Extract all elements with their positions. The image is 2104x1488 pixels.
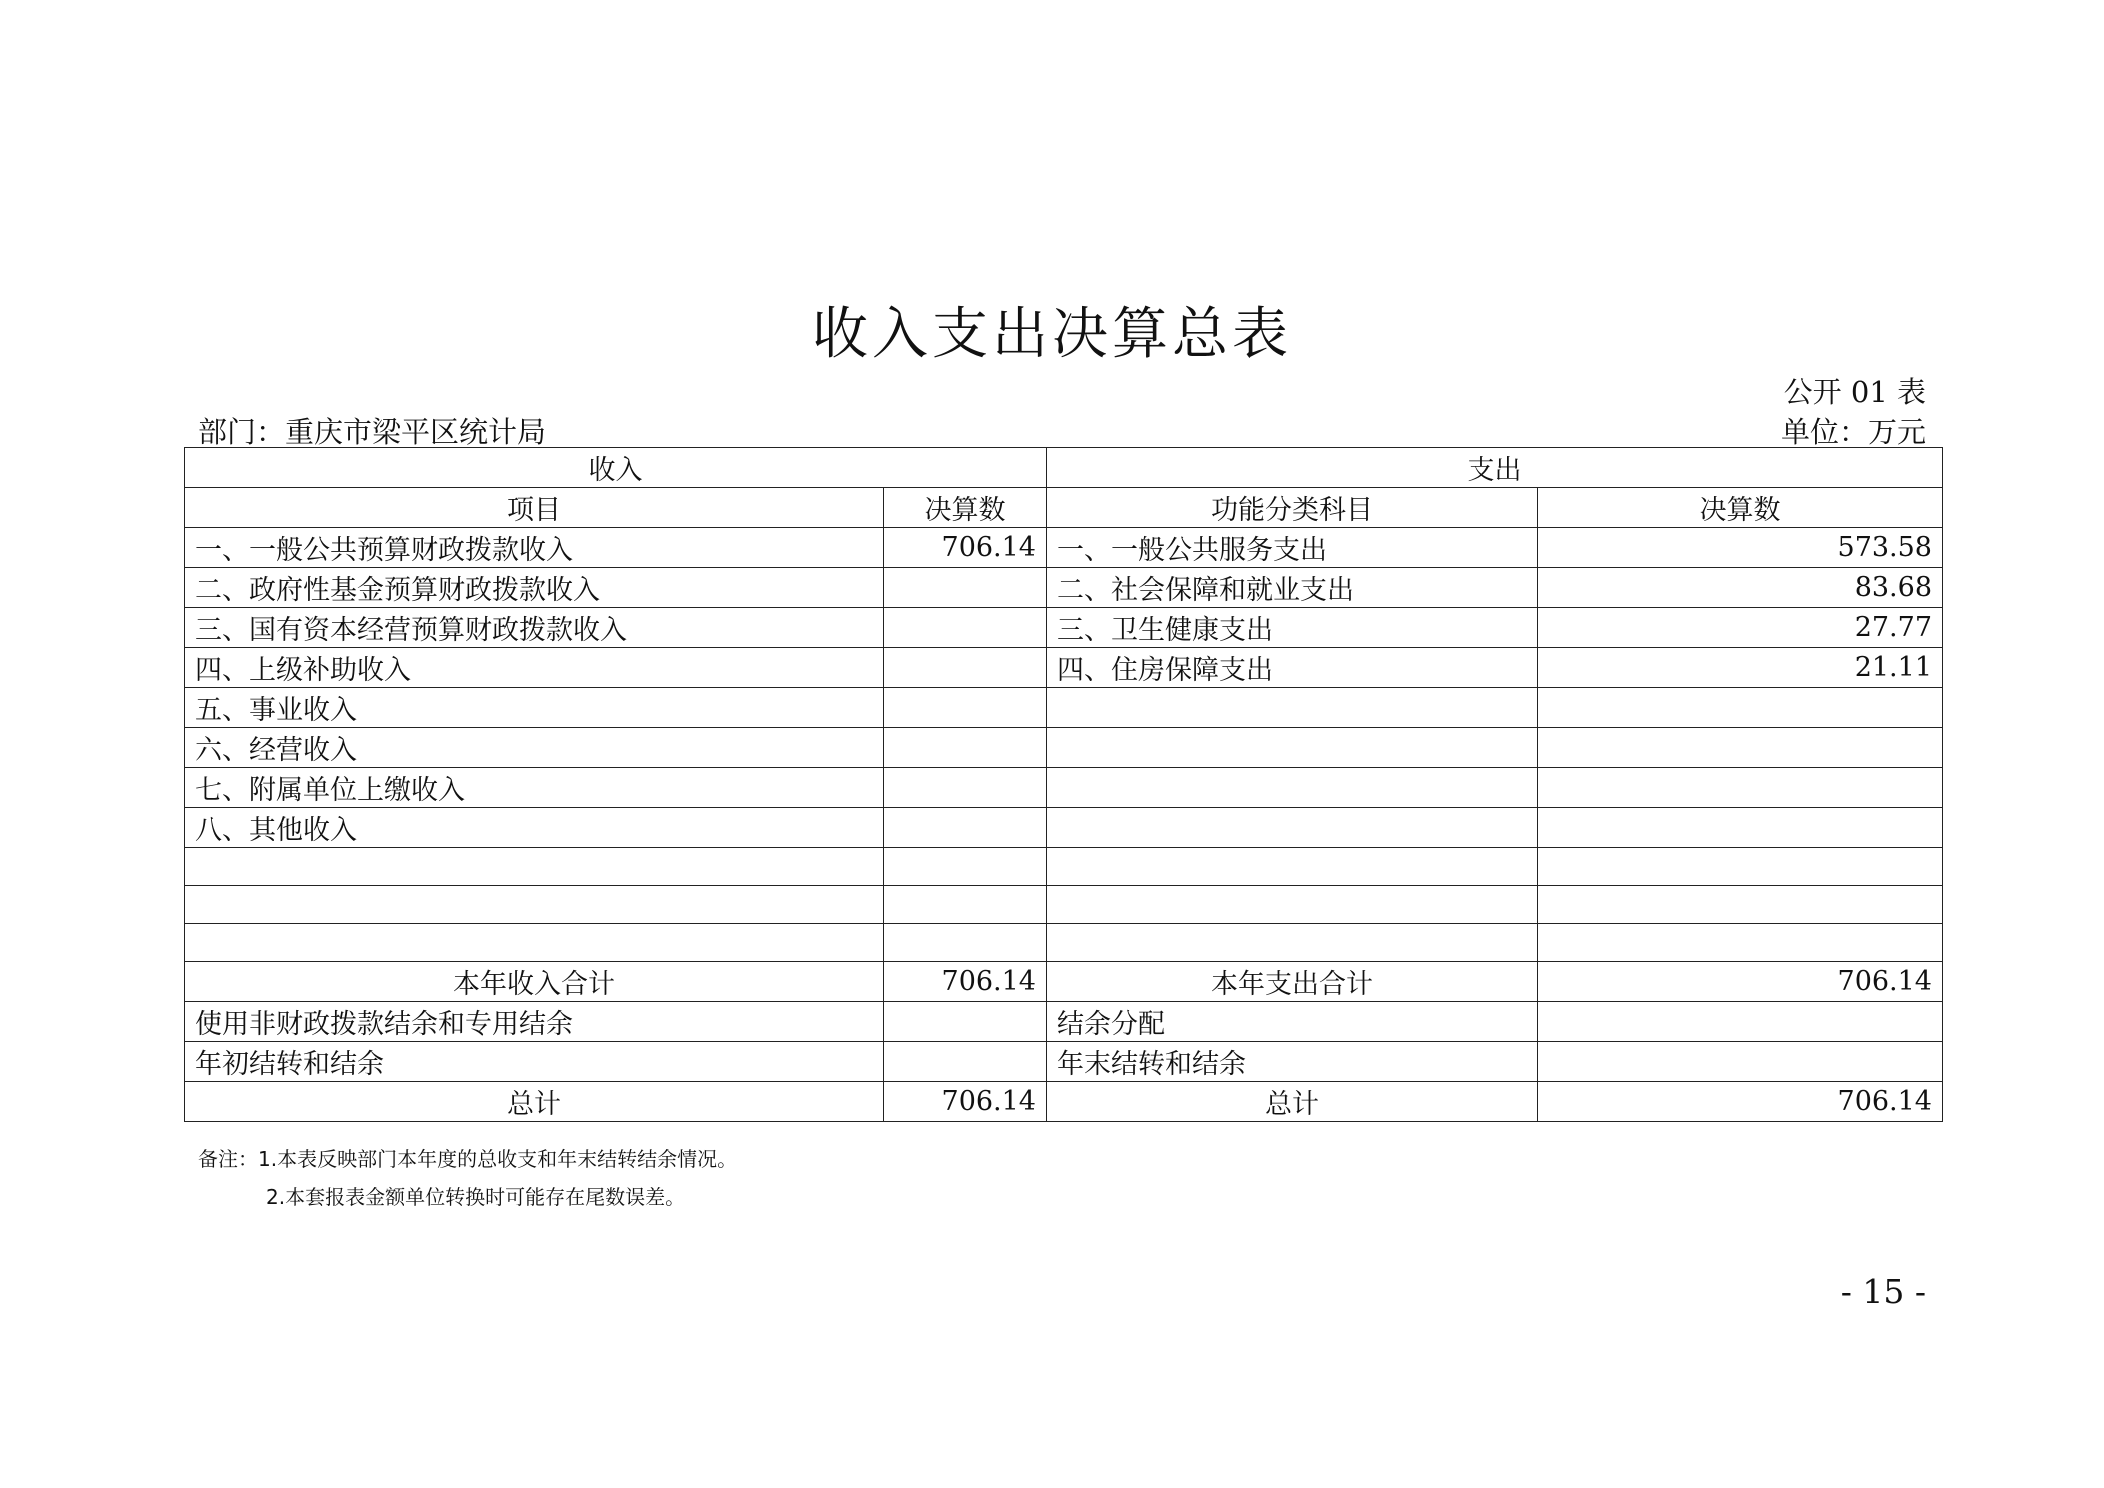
income-item: 四、上级补助收入 [185, 648, 884, 688]
table-row [185, 568, 1943, 608]
column-header-row [185, 488, 1943, 528]
expense-item [1047, 848, 1538, 886]
table-row [185, 886, 1943, 924]
income-item: 二、政府性基金预算财政拨款收入 [185, 568, 884, 608]
year-income-total: 706.14 [884, 962, 1047, 1002]
note-line-1: 备注：1.本表反映部门本年度的总收支和年末结转结余情况。 [198, 1147, 738, 1171]
notes [198, 1140, 737, 1216]
expense-item [1047, 728, 1538, 768]
col-header-amount: 决算数 [884, 488, 1047, 528]
income-item: 七、附属单位上缴收入 [185, 768, 884, 808]
expense-amount [1538, 924, 1943, 962]
income-amount [884, 608, 1047, 648]
page-title: 收入支出决算总表 [812, 302, 1292, 367]
nonfiscal-label: 使用非财政拨款结余和专用结余 [185, 1002, 884, 1042]
expense-amount: 83.68 [1538, 568, 1943, 608]
income-amount: 706.14 [884, 528, 1047, 568]
table-row [185, 608, 1943, 648]
expense-amount: 573.58 [1538, 528, 1943, 568]
income-item [185, 848, 884, 886]
page-number: - 15 - [1840, 1272, 1926, 1311]
surplus-distribution-label: 结余分配 [1047, 1002, 1538, 1042]
expense-item: 二、社会保障和就业支出 [1047, 568, 1538, 608]
income-item: 三、国有资本经营预算财政拨款收入 [185, 608, 884, 648]
end-carryover-amount [1538, 1042, 1943, 1082]
income-expense-table [184, 447, 1943, 1122]
begin-carryover-amount [884, 1042, 1047, 1082]
expense-item: 三、卫生健康支出 [1047, 608, 1538, 648]
income-amount [884, 728, 1047, 768]
note-line-2: 2.本套报表金额单位转换时可能存在尾数误差。 [266, 1185, 686, 1209]
expense-amount [1538, 886, 1943, 924]
expense-item [1047, 924, 1538, 962]
col-header-function: 功能分类科目 [1047, 488, 1538, 528]
nonfiscal-amount [884, 1002, 1047, 1042]
table-row [185, 728, 1943, 768]
year-expense-total: 706.14 [1538, 962, 1943, 1002]
income-amount [884, 648, 1047, 688]
nonfiscal-row [185, 1002, 1943, 1042]
income-item [185, 886, 884, 924]
expense-amount [1538, 768, 1943, 808]
expense-item [1047, 808, 1538, 848]
table-row [185, 768, 1943, 808]
expense-item [1047, 886, 1538, 924]
year-expense-total-label: 本年支出合计 [1047, 962, 1538, 1002]
end-carryover-label: 年末结转和结余 [1047, 1042, 1538, 1082]
table-row [185, 848, 1943, 886]
grand-total-label-expense: 总计 [1047, 1082, 1538, 1122]
income-amount [884, 924, 1047, 962]
income-item: 五、事业收入 [185, 688, 884, 728]
form-id: 公开 01 表 [1783, 375, 1926, 409]
income-item: 八、其他收入 [185, 808, 884, 848]
carryover-row [185, 1042, 1943, 1082]
grand-total-row [185, 1082, 1943, 1122]
unit-label: 单位：万元 [1780, 415, 1926, 449]
table-row [185, 688, 1943, 728]
surplus-distribution-amount [1538, 1002, 1943, 1042]
income-header: 收入 [185, 448, 1047, 488]
year-income-total-label: 本年收入合计 [185, 962, 884, 1002]
section-header-row [185, 448, 1943, 488]
income-item [185, 924, 884, 962]
expense-amount: 21.11 [1538, 648, 1943, 688]
income-amount [884, 808, 1047, 848]
grand-total-expense: 706.14 [1538, 1082, 1943, 1122]
income-amount [884, 768, 1047, 808]
expense-amount [1538, 848, 1943, 886]
table-row [185, 648, 1943, 688]
expense-amount: 27.77 [1538, 608, 1943, 648]
income-item: 六、经营收入 [185, 728, 884, 768]
income-item: 一、一般公共预算财政拨款收入 [185, 528, 884, 568]
expense-item [1047, 688, 1538, 728]
expense-item: 四、住房保障支出 [1047, 648, 1538, 688]
grand-total-label: 总计 [185, 1082, 884, 1122]
income-amount [884, 688, 1047, 728]
expense-item: 一、一般公共服务支出 [1047, 528, 1538, 568]
table-row [185, 808, 1943, 848]
expense-amount [1538, 728, 1943, 768]
expense-header: 支出 [1047, 448, 1943, 488]
income-amount [884, 886, 1047, 924]
begin-carryover-label: 年初结转和结余 [185, 1042, 884, 1082]
col-header-item: 项目 [185, 488, 884, 528]
expense-amount [1538, 688, 1943, 728]
income-amount [884, 848, 1047, 886]
department-label: 部门：重庆市梁平区统计局 [198, 415, 547, 449]
expense-item [1047, 768, 1538, 808]
expense-amount [1538, 808, 1943, 848]
income-amount [884, 568, 1047, 608]
table-row [185, 528, 1943, 568]
col-header-amount-2: 决算数 [1538, 488, 1943, 528]
year-total-row [185, 962, 1943, 1002]
grand-total-income: 706.14 [884, 1082, 1047, 1122]
table-row [185, 924, 1943, 962]
